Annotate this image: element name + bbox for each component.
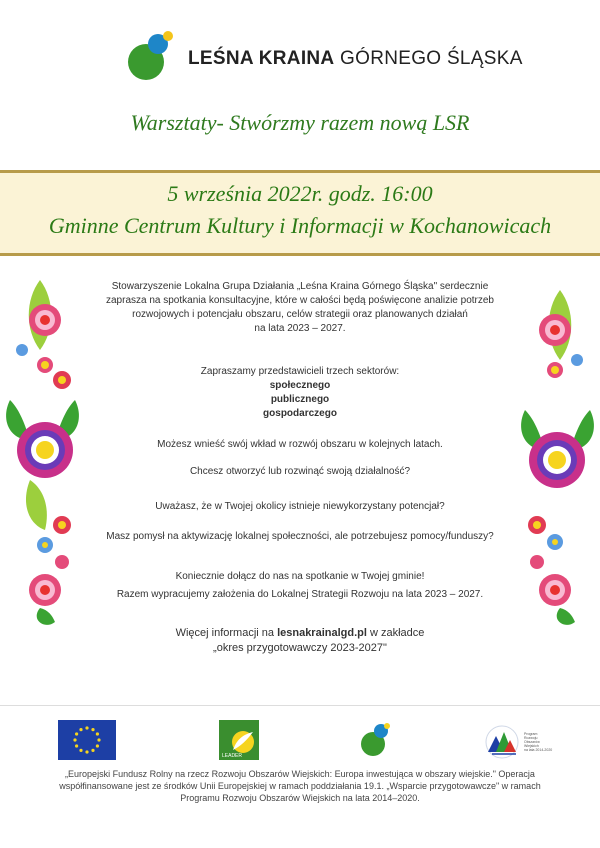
prow-label-line: Program — [524, 732, 538, 736]
more-info-line1 — [0, 626, 600, 641]
question-line: Masz pomysł na aktywizację lokalnej społeczności, ale potrzebujesz pomocy/funduszy? — [106, 531, 494, 542]
flower-decoration-left — [0, 270, 85, 630]
logo-text — [188, 48, 523, 70]
info-prefix: Więcej informacji na — [175, 627, 278, 639]
footer-line: Programu Rozwoju Obszarów Wiejskich na lata 2014–2020. — [180, 793, 420, 803]
intro-line: zaprasza na spotkania konsultacyjne, które w całości będą poświęcone analizie potrzeb — [105, 295, 494, 306]
sector-item: gospodarczego — [263, 408, 337, 419]
closing-line: Koniecznie dołącz do nas na spotkanie w Twojej gminie! — [175, 571, 425, 582]
intro-line: Stowarzyszenie Lokalna Grupa Działania „Leśna Kraina Górnego Śląska" serdecznie — [111, 281, 489, 292]
sector-item: publicznego — [270, 394, 330, 405]
closing-line: Razem wypracujemy założenia do Lokalnej Strategii Rozwoju na lata 2023 – 2027. — [116, 589, 484, 600]
flower-decoration-right — [515, 270, 600, 630]
event-venue: Gminne Centrum Kultury i Informacji w Kochanowicach — [48, 213, 552, 238]
question-line: Chcesz otworzyć lub rozwinąć swoją działalność? — [189, 466, 411, 477]
footer-line: współfinansowane jest ze środków Unii Europejskiej w ramach poddziałania 19.1. „Wsparcie przygotowawcze" w ramach — [59, 781, 541, 791]
funding-footer — [10, 768, 590, 804]
footer-line: „Europejski Fundusz Rolny na rzecz Rozwoju Obszarów Wiejskich: Europa inwestująca w obszary wiejskie." Operacja — [65, 769, 535, 779]
leader-logo-icon — [219, 720, 259, 760]
question-line: Uważasz, że w Twojej okolicy istnieje niewykorzystany potencjał? — [155, 501, 445, 512]
workshop-title: Warsztaty- Stwórzmy razem nową LSR — [130, 110, 470, 135]
org-logo — [128, 28, 523, 88]
logo-circles-icon — [128, 30, 178, 86]
prow-label-line: Obszarów — [524, 740, 540, 744]
eu-flag-icon — [58, 720, 116, 760]
info-suffix: w zakładce — [366, 627, 425, 639]
sector-item: społecznego — [269, 380, 331, 391]
more-info-line2: „okres przygotowawczy 2023-2027" — [213, 642, 387, 654]
lgd-logo-icon — [360, 722, 392, 758]
intro-line: na lata 2023 – 2027. — [254, 323, 346, 334]
leader-label: LEADER — [222, 753, 243, 759]
logo-text-normal: GÓRNEGO ŚLĄSKA — [340, 48, 523, 69]
event-banner — [0, 170, 600, 256]
footer-divider — [0, 705, 600, 706]
logo-text-bold: LEŚNA KRAINA — [188, 48, 335, 69]
sectors-intro: Zapraszamy przedstawicieli trzech sektorów: — [200, 366, 400, 377]
prow-label — [524, 732, 554, 752]
prow-label-line: na lata 2014-2020 — [524, 748, 553, 752]
more-info — [0, 626, 600, 656]
website-link[interactable]: lesnakrainalgd.pl — [277, 627, 367, 639]
prow-label-line: Wiejskich — [524, 744, 539, 748]
prow-label-line: Rozwoju — [524, 736, 538, 740]
event-date: 5 września 2022r. godz. 16:00 — [167, 181, 433, 206]
question-line: Możesz wnieść swój wkład w rozwój obszaru w kolejnych latach. — [157, 439, 443, 450]
intro-line: rozwojowych i potencjału obszaru, celów strategii oraz planowanych działań — [132, 309, 468, 320]
